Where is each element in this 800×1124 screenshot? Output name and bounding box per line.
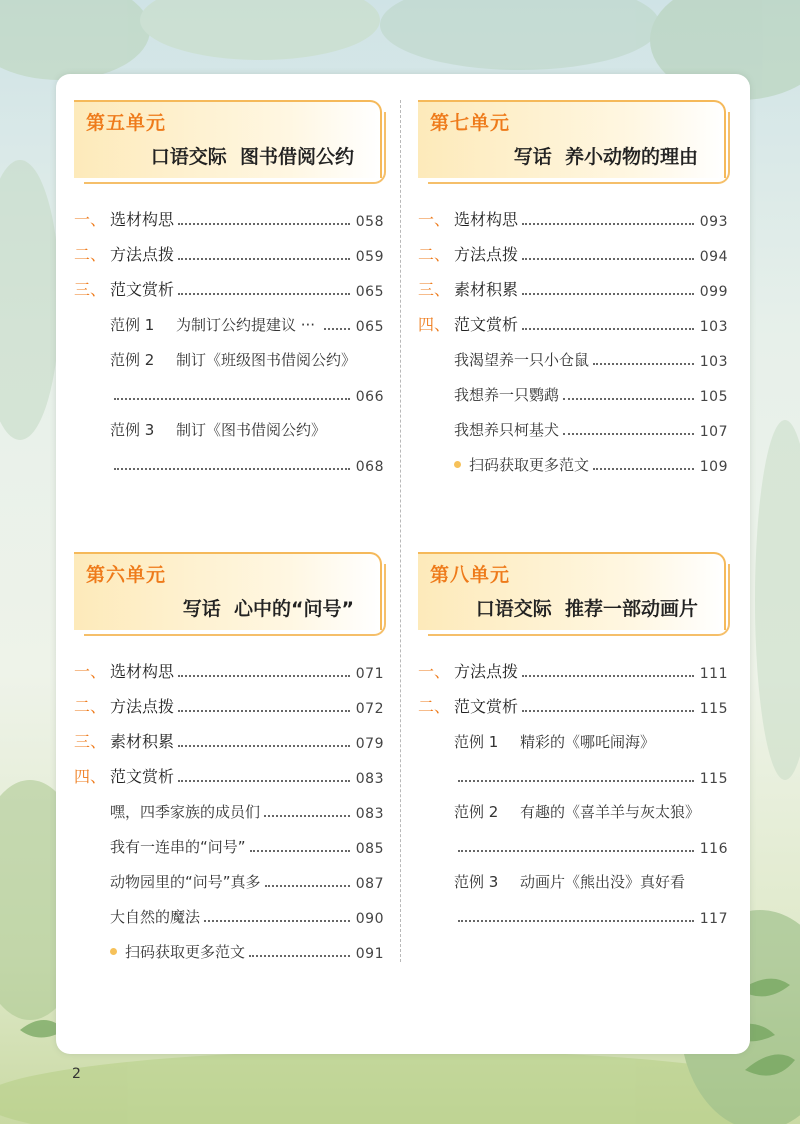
toc-entry[interactable] (74, 379, 384, 405)
page-ref: 071 (355, 666, 384, 682)
toc-entry[interactable] (74, 239, 384, 265)
toc-entry[interactable] (418, 726, 728, 752)
unit-title: 口语交际 图书借阅公约 (150, 146, 354, 168)
page-ref: 103 (699, 354, 728, 370)
leader-dots (249, 954, 350, 957)
leader-dots (178, 222, 350, 225)
toc-entry[interactable] (74, 866, 384, 892)
example-label: 范例 3 (454, 873, 499, 891)
leader-dots (458, 919, 694, 922)
toc-entry[interactable] (74, 691, 384, 717)
toc-entry[interactable] (418, 379, 728, 405)
example-title: 动画片《熊出没》真好看 (520, 873, 686, 891)
entry-title: 动物园里的“问号”真多 (110, 873, 261, 891)
leader-dots (178, 744, 350, 747)
section-number: 三、 (74, 280, 107, 299)
entry-title: 我有一连串的“问号” (110, 838, 246, 856)
section-title: 方法点拨 (454, 662, 519, 681)
page-ref: 111 (699, 666, 728, 682)
section-number: 一、 (74, 662, 107, 681)
section-title: 选材构思 (110, 210, 175, 229)
leader-dots (114, 397, 350, 400)
section-number: 一、 (418, 210, 451, 229)
leader-dots (204, 919, 350, 922)
toc-entry[interactable] (418, 866, 728, 892)
example-label: 范例 2 (454, 803, 499, 821)
page-ref: 109 (699, 459, 728, 475)
entry-title: 大自然的魔法 (110, 908, 201, 926)
leader-dots (522, 674, 694, 677)
leader-dots (593, 467, 694, 470)
entry-title: 我想养只柯基犬 (454, 421, 560, 439)
section-title: 选材构思 (110, 662, 175, 681)
toc-entry[interactable] (418, 761, 728, 787)
page-ref: 091 (355, 946, 384, 962)
example-label: 范例 1 (110, 316, 155, 334)
example-title: 制订《班级图书借阅公约》 (176, 351, 357, 369)
page-ref: 115 (699, 701, 728, 717)
page-ref: 090 (355, 911, 384, 927)
section-title: 素材积累 (454, 280, 519, 299)
toc-entry[interactable] (418, 901, 728, 927)
page-ref: 066 (355, 389, 384, 405)
qr-bullet-icon (110, 948, 117, 955)
toc-entry[interactable] (74, 309, 384, 335)
example-title: 为制订公约提建议 ··· (176, 316, 320, 334)
leader-dots (178, 709, 350, 712)
toc-entry[interactable] (74, 726, 384, 752)
entry-title: 我想养一只鹦鹉 (454, 386, 560, 404)
toc-entry[interactable] (418, 414, 728, 440)
leader-dots (178, 674, 350, 677)
unit-title: 写话 心中的“问号” (182, 598, 354, 620)
toc-entry[interactable] (74, 901, 384, 927)
toc-entry[interactable] (418, 239, 728, 265)
section-number: 三、 (418, 280, 451, 299)
page-ref: 093 (699, 214, 728, 230)
page-ref: 065 (355, 284, 384, 300)
unit-label: 第六单元 (86, 564, 167, 586)
leader-dots (114, 467, 350, 470)
example-label: 范例 1 (454, 733, 499, 751)
page-ref: 072 (355, 701, 384, 717)
page-ref: 115 (699, 771, 728, 787)
toc-entry[interactable] (74, 831, 384, 857)
leader-dots (178, 779, 350, 782)
leader-dots (264, 814, 350, 817)
page-number: 2 (72, 1066, 81, 1082)
toc-entry[interactable] (74, 936, 384, 962)
page-ref: 083 (355, 806, 384, 822)
page-ref: 099 (699, 284, 728, 300)
example-label: 范例 3 (110, 421, 155, 439)
toc-entry[interactable] (74, 274, 384, 300)
leader-dots (563, 397, 694, 400)
toc-entry[interactable] (418, 274, 728, 300)
section-number: 一、 (418, 662, 451, 681)
qr-bullet-icon (454, 461, 461, 468)
example-title: 精彩的《哪吒闹海》 (520, 733, 656, 751)
page-ref: 107 (699, 424, 728, 440)
section-number: 一、 (74, 210, 107, 229)
toc-entry[interactable] (418, 204, 728, 230)
section-number: 二、 (74, 245, 107, 264)
leader-dots (522, 292, 694, 295)
section-title: 方法点拨 (110, 245, 175, 264)
unit-7-header (418, 100, 726, 178)
page-ref: 059 (355, 249, 384, 265)
section-number: 二、 (418, 245, 451, 264)
unit-title: 口语交际 推荐一部动画片 (475, 598, 698, 620)
section-number: 四、 (74, 767, 107, 786)
page-ref: 094 (699, 249, 728, 265)
section-title: 方法点拨 (110, 697, 175, 716)
toc-entry[interactable] (74, 344, 384, 370)
section-number: 二、 (74, 697, 107, 716)
leader-dots (522, 709, 694, 712)
toc-entry[interactable] (418, 796, 728, 822)
leader-dots (324, 327, 350, 330)
leader-dots (178, 257, 350, 260)
leader-dots (265, 884, 350, 887)
page-ref: 105 (699, 389, 728, 405)
unit-8-header (418, 552, 726, 630)
toc-entry[interactable] (418, 656, 728, 682)
example-label: 范例 2 (110, 351, 155, 369)
page-ref: 065 (355, 319, 384, 335)
section-number: 二、 (418, 697, 451, 716)
page-ref: 116 (699, 841, 728, 857)
entry-title: 扫码获取更多范文 (125, 943, 246, 961)
toc-entry[interactable] (74, 656, 384, 682)
page-ref: 087 (355, 876, 384, 892)
unit-label: 第八单元 (430, 564, 511, 586)
section-number: 三、 (74, 732, 107, 751)
page-ref: 058 (355, 214, 384, 230)
leader-dots (593, 362, 694, 365)
leader-dots (250, 849, 350, 852)
section-title: 素材积累 (110, 732, 175, 751)
section-title: 方法点拨 (454, 245, 519, 264)
toc-entry[interactable] (74, 761, 384, 787)
toc-entry[interactable] (74, 796, 384, 822)
leader-dots (563, 432, 694, 435)
entry-title: 扫码获取更多范文 (469, 456, 590, 474)
entry-title: 嘿，四季家族的成员们 (110, 803, 261, 821)
section-title: 范文赏析 (454, 315, 519, 334)
leader-dots (458, 849, 694, 852)
unit-title: 写话 养小动物的理由 (513, 146, 698, 168)
example-title: 制订《图书借阅公约》 (176, 421, 327, 439)
section-title: 范文赏析 (110, 280, 175, 299)
page-ref: 083 (355, 771, 384, 787)
unit-label: 第七单元 (430, 112, 511, 134)
unit-5-header (74, 100, 382, 178)
section-title: 范文赏析 (454, 697, 519, 716)
page-ref: 117 (699, 911, 728, 927)
toc-entry[interactable] (418, 691, 728, 717)
toc-entry[interactable] (418, 449, 728, 475)
example-title: 有趣的《喜羊羊与灰太狼》 (520, 803, 701, 821)
page-ref: 085 (355, 841, 384, 857)
toc-entry[interactable] (418, 344, 728, 370)
toc-entry[interactable] (418, 309, 728, 335)
page-ref: 079 (355, 736, 384, 752)
entry-title: 我渴望养一只小仓鼠 (454, 351, 590, 369)
toc-entry[interactable] (418, 831, 728, 857)
unit-label: 第五单元 (86, 112, 167, 134)
unit-6-header (74, 552, 382, 630)
page-ref: 103 (699, 319, 728, 335)
section-title: 范文赏析 (110, 767, 175, 786)
toc-entry[interactable] (74, 449, 384, 475)
toc-entry[interactable] (74, 204, 384, 230)
toc-entry[interactable] (74, 414, 384, 440)
leader-dots (458, 779, 694, 782)
section-number: 四、 (418, 315, 451, 334)
leader-dots (522, 222, 694, 225)
section-title: 选材构思 (454, 210, 519, 229)
page-ref: 068 (355, 459, 384, 475)
leader-dots (178, 292, 350, 295)
column-divider (400, 100, 401, 962)
leader-dots (522, 327, 694, 330)
leader-dots (522, 257, 694, 260)
